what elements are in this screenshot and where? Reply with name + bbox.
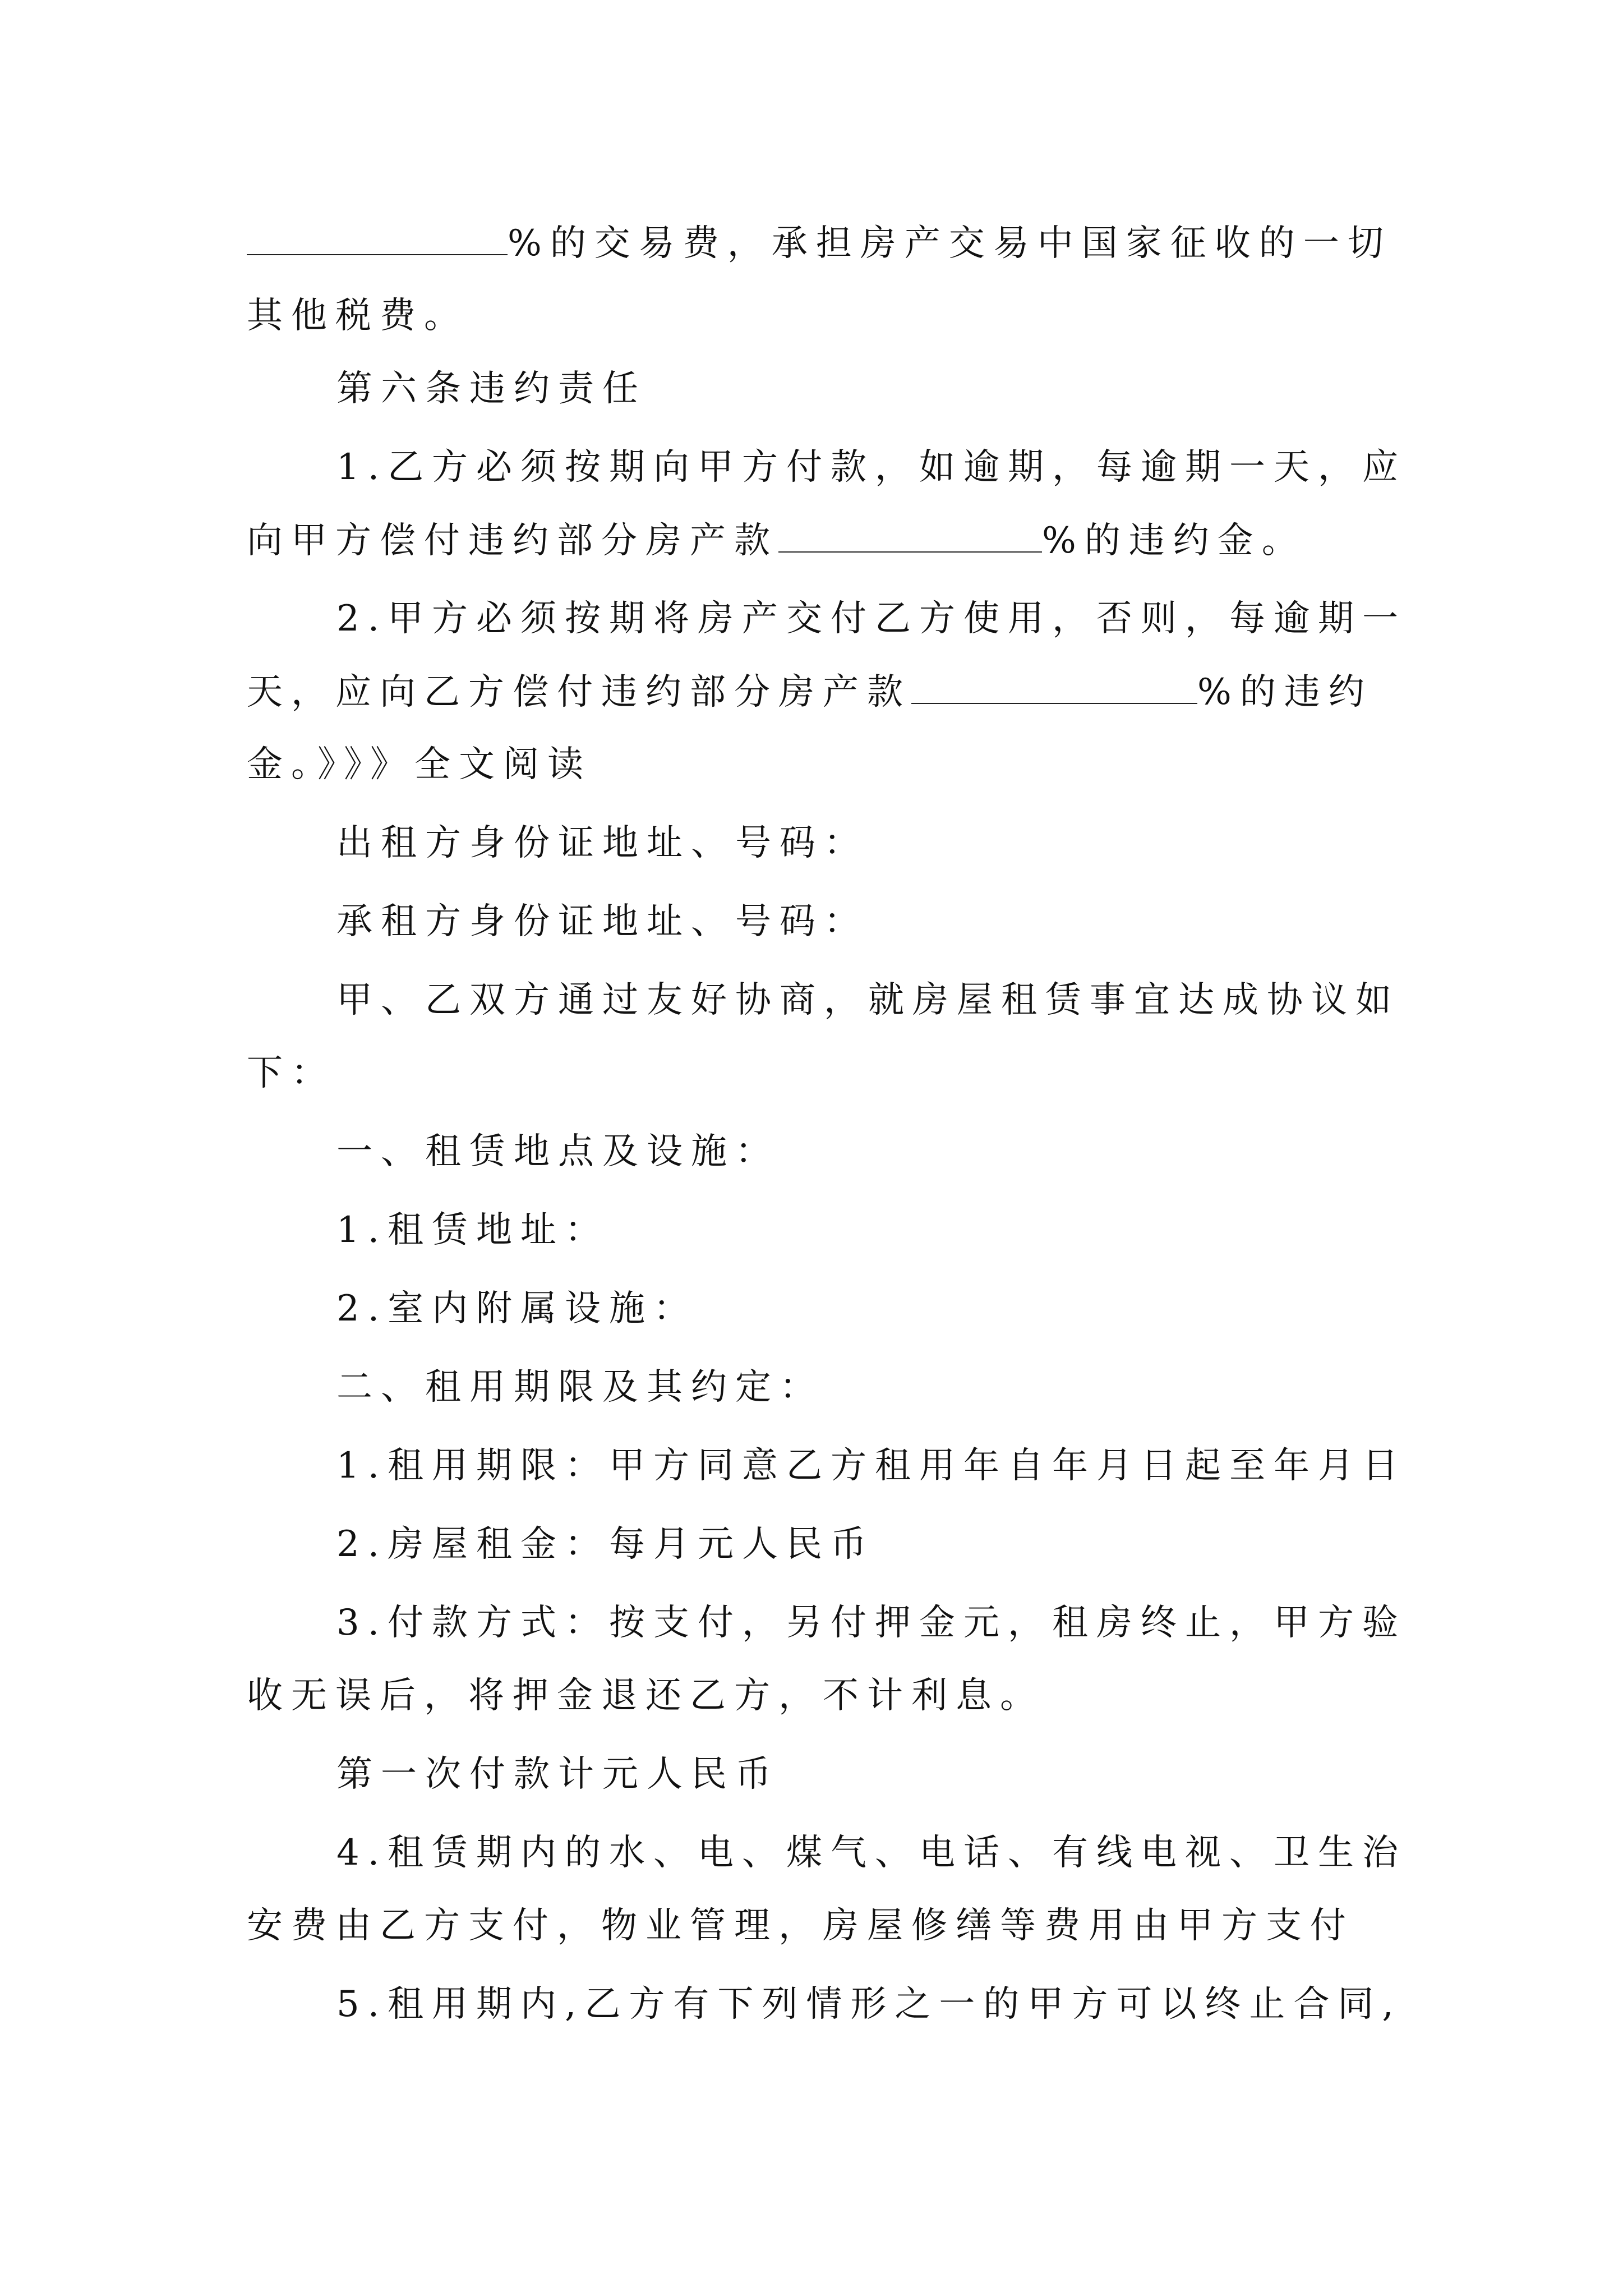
line-13: 2.房屋租金：每月元人民币 bbox=[336, 1524, 875, 1565]
line-7b: 下： bbox=[247, 1052, 335, 1094]
fill-blank bbox=[247, 220, 508, 255]
read-more-link[interactable]: 金。》》》全文阅读 bbox=[247, 744, 592, 785]
line-text: %的交易费，承担房产交易中国家征收的一切 bbox=[508, 223, 1392, 264]
line-14a: 3.付款方式：按支付，另付押金元，租房终止，甲方验 bbox=[336, 1602, 1407, 1644]
line-10: 2.室内附属设施： bbox=[336, 1288, 698, 1329]
section-heading: 第六条违约责任 bbox=[336, 368, 647, 409]
fill-blank bbox=[911, 669, 1197, 704]
line-6: 承租方身份证地址、号码： bbox=[336, 901, 868, 942]
line-8: 一、租赁地点及设施： bbox=[336, 1131, 780, 1172]
line-text: %的违约 bbox=[1197, 671, 1373, 713]
line-text: 向甲方偿付违约部分房产款 bbox=[247, 520, 778, 562]
line-15: 第一次付款计元人民币 bbox=[336, 1754, 780, 1795]
line-text: 天，应向乙方偿付违约部分房产款 bbox=[247, 671, 911, 713]
line-2: 其他税费。 bbox=[247, 295, 468, 337]
line-3a: 1.乙方必须按期向甲方付款，如逾期，每逾期一天，应 bbox=[336, 447, 1407, 488]
line-3b bbox=[247, 518, 1306, 563]
line-7a: 甲、乙双方通过友好协商，就房屋租赁事宜达成协议如 bbox=[336, 979, 1400, 1021]
line-17: 5.租用期内,乙方有下列情形之一的甲方可以终止合同, bbox=[336, 1984, 1402, 2025]
line-1 bbox=[247, 220, 1392, 266]
line-5: 出租方身份证地址、号码： bbox=[336, 822, 868, 864]
line-4b bbox=[247, 669, 1373, 715]
line-16a: 4.租赁期内的水、电、煤气、电话、有线电视、卫生治 bbox=[336, 1832, 1407, 1874]
fill-blank bbox=[778, 518, 1042, 553]
line-4a: 2.甲方必须按期将房产交付乙方使用，否则，每逾期一 bbox=[336, 598, 1407, 639]
line-11: 二、租用期限及其约定： bbox=[336, 1366, 824, 1408]
line-9: 1.租赁地址： bbox=[336, 1209, 610, 1251]
line-text: %的违约金。 bbox=[1042, 520, 1306, 562]
line-16b: 安费由乙方支付，物业管理，房屋修缮等费用由甲方支付 bbox=[247, 1905, 1354, 1947]
line-12: 1.租用期限：甲方同意乙方租用年自年月日起至年月日 bbox=[336, 1445, 1407, 1487]
line-14b: 收无误后，将押金退还乙方，不计利息。 bbox=[247, 1675, 1044, 1717]
